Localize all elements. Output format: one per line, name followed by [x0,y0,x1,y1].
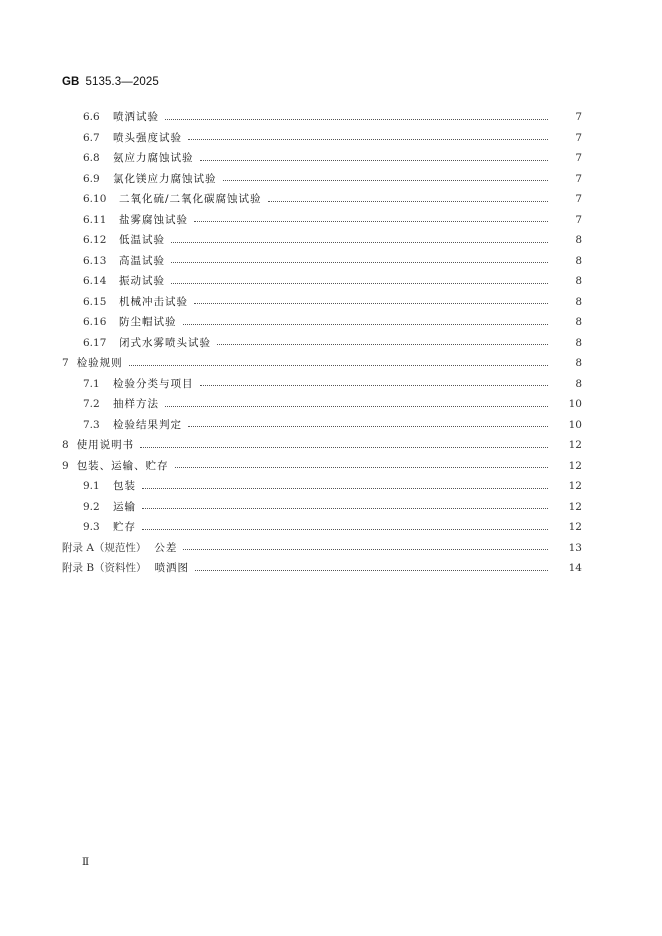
page-number: Ⅱ [82,856,90,868]
toc-number: 6.17 [83,336,107,349]
toc-entry[interactable] [0,538,662,559]
dot-leader [165,406,548,407]
toc-page: 7 [575,152,582,164]
toc-number: 7 [62,357,69,369]
dot-leader [200,385,549,386]
toc-number: 9.1 [83,480,100,492]
toc-entry[interactable] [0,230,662,251]
toc-title: 包装 [113,480,136,492]
toc-number: 6.16 [83,316,107,328]
toc-title: 贮存 [113,521,136,533]
toc-number: 7.2 [83,398,100,410]
toc-entry[interactable] [0,107,662,128]
toc-title: 氨应力腐蚀试验 [113,152,194,164]
toc-page: 12 [568,439,582,451]
toc-entry[interactable] [0,148,662,169]
dot-leader [183,324,549,325]
dot-leader [171,242,548,243]
toc-page: 8 [575,377,582,390]
dot-leader [171,283,548,284]
toc-entry[interactable] [0,374,662,395]
toc-page: 8 [575,336,582,349]
toc-entry[interactable] [0,333,662,354]
dot-leader [142,508,548,509]
toc-number: 6.9 [83,172,100,185]
toc-entry[interactable] [0,394,662,415]
toc-page: 7 [575,131,582,144]
toc-number: 9.2 [83,500,100,513]
toc-number: 6.14 [83,275,107,287]
toc-page: 7 [575,172,582,185]
standard-code: 5135.3—2025 [85,76,159,88]
toc-page: 7 [575,213,582,226]
toc-entry[interactable] [0,312,662,333]
toc-title: 检验分类与项目 [113,377,194,390]
dot-leader [200,160,549,161]
toc-entry[interactable] [0,189,662,210]
toc-title: 闭式水雾喷头试验 [119,336,211,349]
dot-leader [194,303,548,304]
toc-number: 7.1 [83,377,100,390]
toc-number: 6.7 [83,131,100,144]
toc-title: 包装、运输、贮存 [76,459,169,472]
toc-page: 12 [568,521,582,533]
table-of-contents [0,107,662,579]
dot-leader [217,344,548,345]
toc-title: 抽样方法 [113,398,159,410]
toc-title: 喷洒试验 [113,111,159,123]
toc-entry[interactable] [0,271,662,292]
toc-number: 6.11 [83,213,107,226]
toc-title: 喷头强度试验 [113,131,182,144]
toc-number: 附录 B（资料性） [62,562,147,574]
toc-title: 低温试验 [119,234,165,246]
dot-leader [183,549,548,550]
dot-leader [223,180,549,181]
toc-page: 8 [575,295,582,308]
document-header [62,76,159,88]
toc-number: 6.10 [83,193,107,205]
standard-prefix: GB [62,76,80,88]
toc-page: 8 [575,234,582,246]
dot-leader [188,139,548,140]
toc-page: 10 [568,398,582,410]
dot-leader [194,221,548,222]
toc-entry[interactable] [0,497,662,518]
toc-title: 喷洒图 [154,562,190,574]
toc-entry[interactable] [0,292,662,313]
dot-leader [188,426,548,427]
toc-page: 8 [575,254,582,267]
dot-leader [171,262,548,263]
toc-title: 防尘帽试验 [119,316,177,328]
toc-number: 9.3 [83,521,100,533]
dot-leader [165,119,548,120]
toc-entry[interactable] [0,517,662,538]
toc-entry[interactable] [0,353,662,374]
toc-entry[interactable] [0,251,662,272]
toc-number: 6.8 [83,152,100,164]
dot-leader [140,447,548,448]
toc-title: 公差 [154,541,178,554]
toc-entry[interactable] [0,210,662,231]
toc-page: 12 [568,480,582,492]
toc-number: 6.13 [83,254,107,267]
toc-page: 8 [575,357,582,369]
toc-page: 10 [568,418,582,431]
toc-page: 14 [568,562,582,574]
toc-title: 高温试验 [119,254,165,267]
toc-number: 6.15 [83,295,107,308]
toc-entry[interactable] [0,435,662,456]
toc-page: 12 [568,500,582,513]
toc-title: 二氧化硫/二氧化碳腐蚀试验 [119,193,262,205]
toc-title: 氯化镁应力腐蚀试验 [113,172,217,185]
toc-entry[interactable] [0,476,662,497]
toc-title: 检验结果判定 [113,418,182,431]
dot-leader [142,488,548,489]
toc-page: 7 [575,111,582,123]
toc-entry[interactable] [0,456,662,477]
toc-number: 附录 A（规范性） [62,541,147,554]
toc-page: 7 [575,193,582,205]
dot-leader [175,467,548,468]
toc-entry[interactable] [0,558,662,579]
toc-title: 盐雾腐蚀试验 [119,213,188,226]
toc-number: 8 [62,439,69,451]
dot-leader [268,201,548,202]
toc-entry[interactable] [0,415,662,436]
toc-title: 使用说明书 [76,439,135,451]
dot-leader [142,529,548,530]
toc-page: 13 [568,541,582,554]
toc-number: 6.12 [83,234,107,246]
dot-leader [195,570,548,571]
toc-title: 振动试验 [119,275,165,287]
toc-title: 运输 [113,500,136,513]
toc-entry[interactable] [0,169,662,190]
toc-number: 6.6 [83,111,100,123]
toc-page: 8 [575,275,582,287]
toc-title: 机械冲击试验 [119,295,188,308]
toc-number: 9 [62,459,69,472]
toc-number: 7.3 [83,418,100,431]
toc-title: 检验规则 [76,357,123,369]
toc-page: 8 [575,316,582,328]
toc-entry[interactable] [0,128,662,149]
toc-page: 12 [568,459,582,472]
dot-leader [129,365,548,366]
